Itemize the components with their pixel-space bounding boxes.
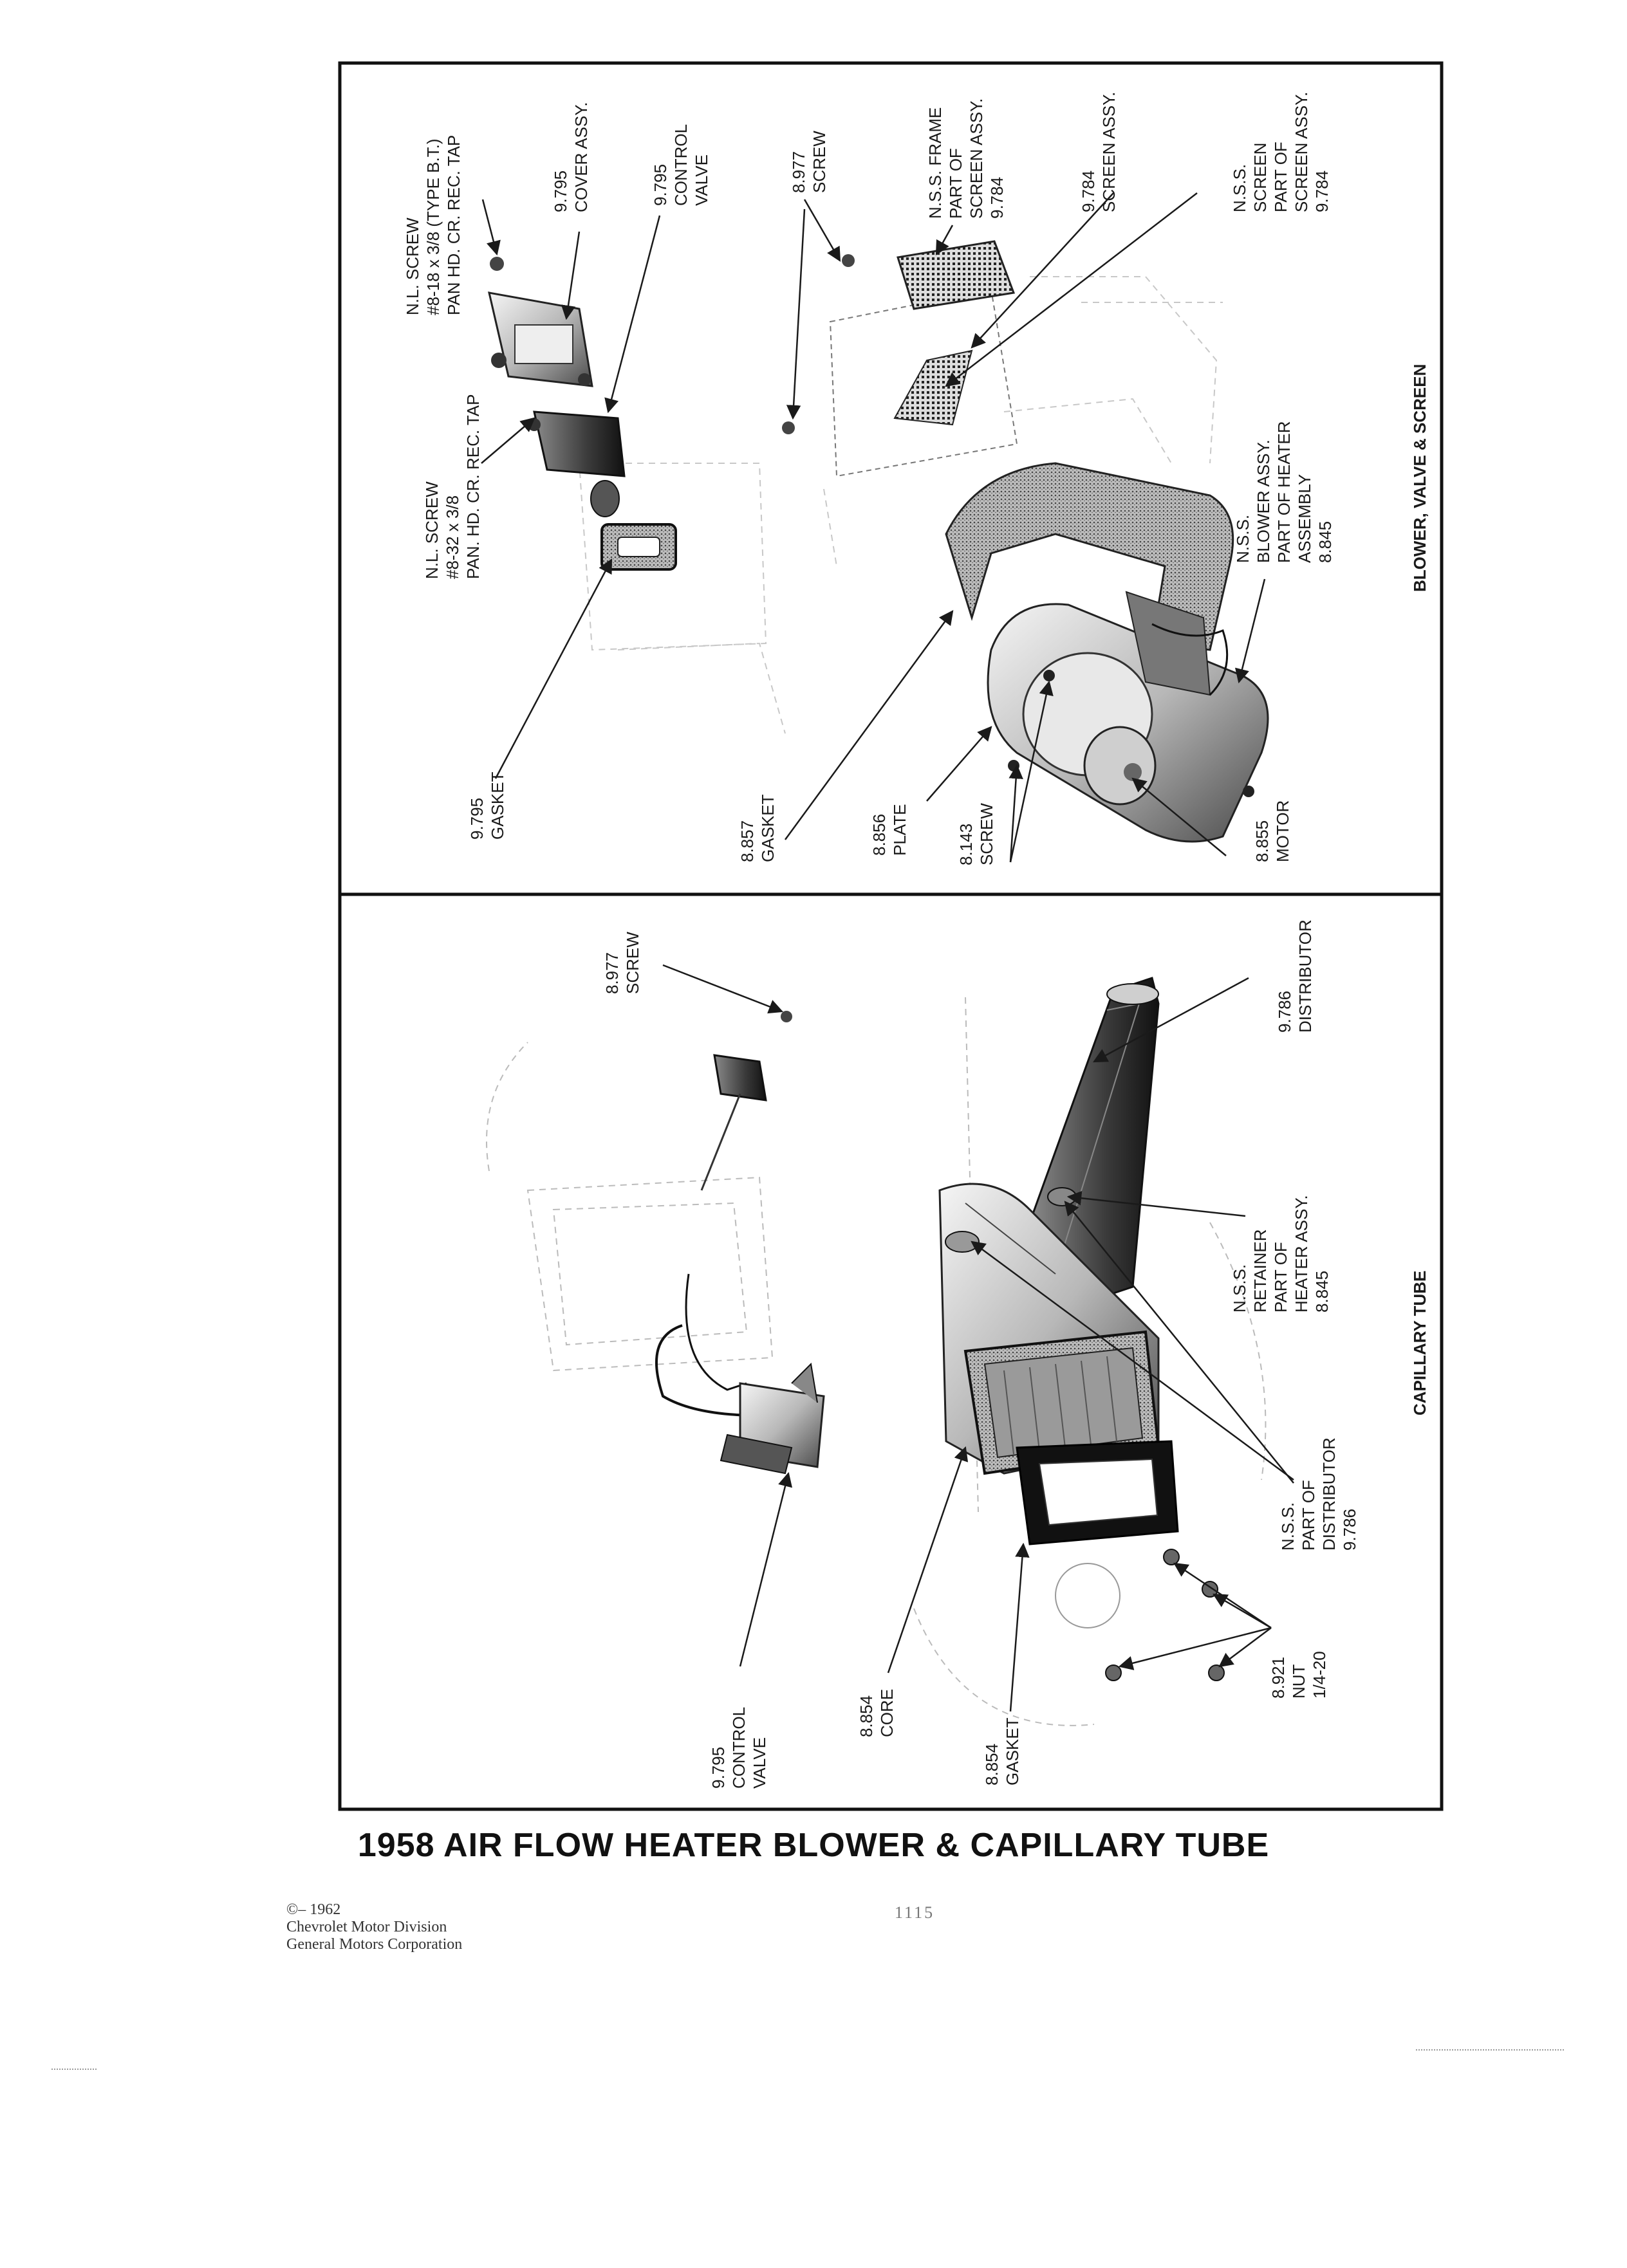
label-screw-8977 — [602, 932, 642, 994]
caption-blower — [1410, 364, 1429, 592]
nl-screw-top-drawing — [490, 257, 504, 271]
label-line: RETAINER — [1250, 1229, 1270, 1313]
label-line: PART OF — [1299, 1480, 1318, 1551]
label-line: N.S.S. FRAME — [925, 107, 945, 219]
label-line: 9.784 — [1079, 170, 1098, 212]
label-line: 8.143 — [956, 823, 976, 865]
label-nss-blower — [1233, 421, 1335, 563]
label-screw-8143 — [956, 803, 996, 865]
scan-speck-left — [51, 2069, 97, 2071]
core-gasket-drawing — [1017, 1441, 1178, 1544]
label-gasket-8857 — [738, 794, 777, 862]
nuts-drawing — [1106, 1549, 1224, 1681]
label-line: SCREEN — [1250, 142, 1270, 212]
label-line: GASKET — [1003, 1717, 1022, 1785]
label-gasket-9795 — [467, 771, 507, 840]
label-line: 9.786 — [1275, 990, 1294, 1033]
label-line: PAN. HD. CR. REC. TAP — [463, 394, 483, 579]
label-line: 9.795 — [709, 1746, 728, 1789]
label-line: 8.845 — [1316, 521, 1335, 563]
label-line: PAN HD. CR. REC. TAP — [444, 134, 463, 315]
label-nss-retainer — [1230, 1195, 1332, 1313]
gasket-9795-drawing — [602, 524, 676, 569]
caption-capillary — [1410, 1271, 1429, 1415]
label-control-valve-top — [651, 124, 711, 206]
label-nl-screw-top — [403, 135, 463, 315]
label-cover-assy — [551, 102, 591, 213]
label-line: 9.795 — [551, 170, 570, 212]
label-line: SCREW — [623, 932, 642, 994]
label-nss-frame — [925, 98, 1007, 219]
label-line: N.S.S. — [1230, 163, 1249, 212]
label-line: 8.857 — [738, 820, 757, 862]
label-line: SCREW — [810, 131, 829, 193]
panel-caption: BLOWER, VALVE & SCREEN — [1410, 364, 1429, 592]
label-line: PLATE — [890, 804, 909, 856]
label-line: VALVE — [750, 1737, 769, 1789]
label-line: GASKET — [488, 771, 507, 840]
label-line: SCREEN ASSY. — [1292, 91, 1311, 212]
label-line: 9.795 — [467, 797, 487, 840]
label-line: SCREEN ASSY. — [1099, 91, 1119, 212]
label-line: 1/4-20 — [1310, 1651, 1329, 1699]
label-line: 9.784 — [1312, 170, 1332, 212]
label-nut — [1269, 1651, 1329, 1699]
capillary-control-valve-drawing — [721, 1364, 824, 1473]
label-line: COVER ASSY. — [572, 102, 591, 212]
capillary-panel-art — [487, 978, 1265, 1726]
panel-caption: CAPILLARY TUBE — [1410, 1270, 1429, 1415]
label-screen-assy — [1079, 92, 1119, 212]
label-line: N.L. SCREW — [403, 217, 422, 315]
label-line: 8.855 — [1252, 820, 1272, 862]
label-line: 9.786 — [1340, 1508, 1359, 1551]
label-motor — [1252, 800, 1292, 862]
label-nl-screw-mid — [422, 394, 483, 580]
label-line: SCREW — [977, 803, 996, 865]
label-line: 8.921 — [1269, 1656, 1288, 1699]
label-gasket — [982, 1717, 1022, 1785]
label-line: 9.795 — [651, 163, 670, 206]
label-line: #8-32 x 3/8 — [443, 495, 462, 579]
label-line: N.L. SCREW — [422, 481, 442, 579]
label-plate — [869, 804, 909, 856]
control-valve-top-drawing — [528, 412, 624, 517]
label-line: N.S.S. — [1278, 1502, 1297, 1551]
label-line: ASSEMBLY — [1295, 474, 1314, 563]
label-line: N.S.S. — [1230, 1264, 1249, 1313]
scan-speck-right — [1416, 2049, 1564, 2052]
division-line: Chevrolet Motor Division — [286, 1919, 447, 1935]
label-line: DISTRIBUTOR — [1319, 1437, 1339, 1551]
label-line: GASKET — [758, 794, 777, 862]
label-line: SCREEN ASSY. — [967, 98, 986, 219]
label-line: PART OF — [1271, 1242, 1290, 1313]
label-line: BLOWER ASSY. — [1254, 439, 1273, 563]
cover-assy-drawing — [489, 293, 592, 386]
label-line: 8.856 — [869, 813, 889, 856]
label-screw-8977-top — [789, 131, 829, 193]
label-line: CONTROL — [729, 1706, 748, 1789]
label-line: MOTOR — [1273, 800, 1292, 862]
label-line: 8.845 — [1312, 1270, 1332, 1313]
label-line: 8.977 — [789, 151, 808, 193]
label-line: #8-18 x 3/8 (TYPE B.T.) — [423, 138, 443, 315]
blower-labels — [403, 92, 1429, 865]
page-number: 1115 — [895, 1903, 935, 1922]
label-core — [857, 1689, 897, 1737]
label-control-valve — [709, 1707, 769, 1789]
copyright-footer — [286, 1901, 621, 1953]
label-line: PART OF HEATER — [1274, 421, 1294, 563]
label-line: PART OF — [1271, 142, 1290, 212]
label-line: CONTROL — [671, 124, 691, 206]
label-line: PART OF — [946, 148, 965, 219]
label-line: NUT — [1289, 1664, 1308, 1699]
blower-assy-drawing — [988, 592, 1268, 842]
page-title: 1958 AIR FLOW HEATER BLOWER & CAPILLARY TUBE — [357, 1827, 1270, 1864]
label-line: 9.784 — [987, 176, 1007, 219]
label-distributor — [1275, 919, 1315, 1033]
label-line: VALVE — [692, 154, 711, 206]
label-line: 8.854 — [982, 1743, 1001, 1785]
label-nss-screen — [1230, 92, 1332, 212]
label-nss-distributor — [1278, 1437, 1359, 1551]
label-line: N.S.S. — [1233, 514, 1252, 563]
corporation-line: General Motors Corporation — [286, 1936, 463, 1953]
label-line: DISTRIBUTOR — [1296, 919, 1315, 1033]
label-line: 8.854 — [857, 1695, 876, 1737]
label-line: CORE — [877, 1688, 897, 1737]
label-line: 8.977 — [602, 952, 622, 994]
label-line: HEATER ASSY. — [1292, 1195, 1311, 1313]
copyright-line: ©– 1962 — [286, 1901, 341, 1918]
blower-panel-art — [489, 241, 1268, 842]
